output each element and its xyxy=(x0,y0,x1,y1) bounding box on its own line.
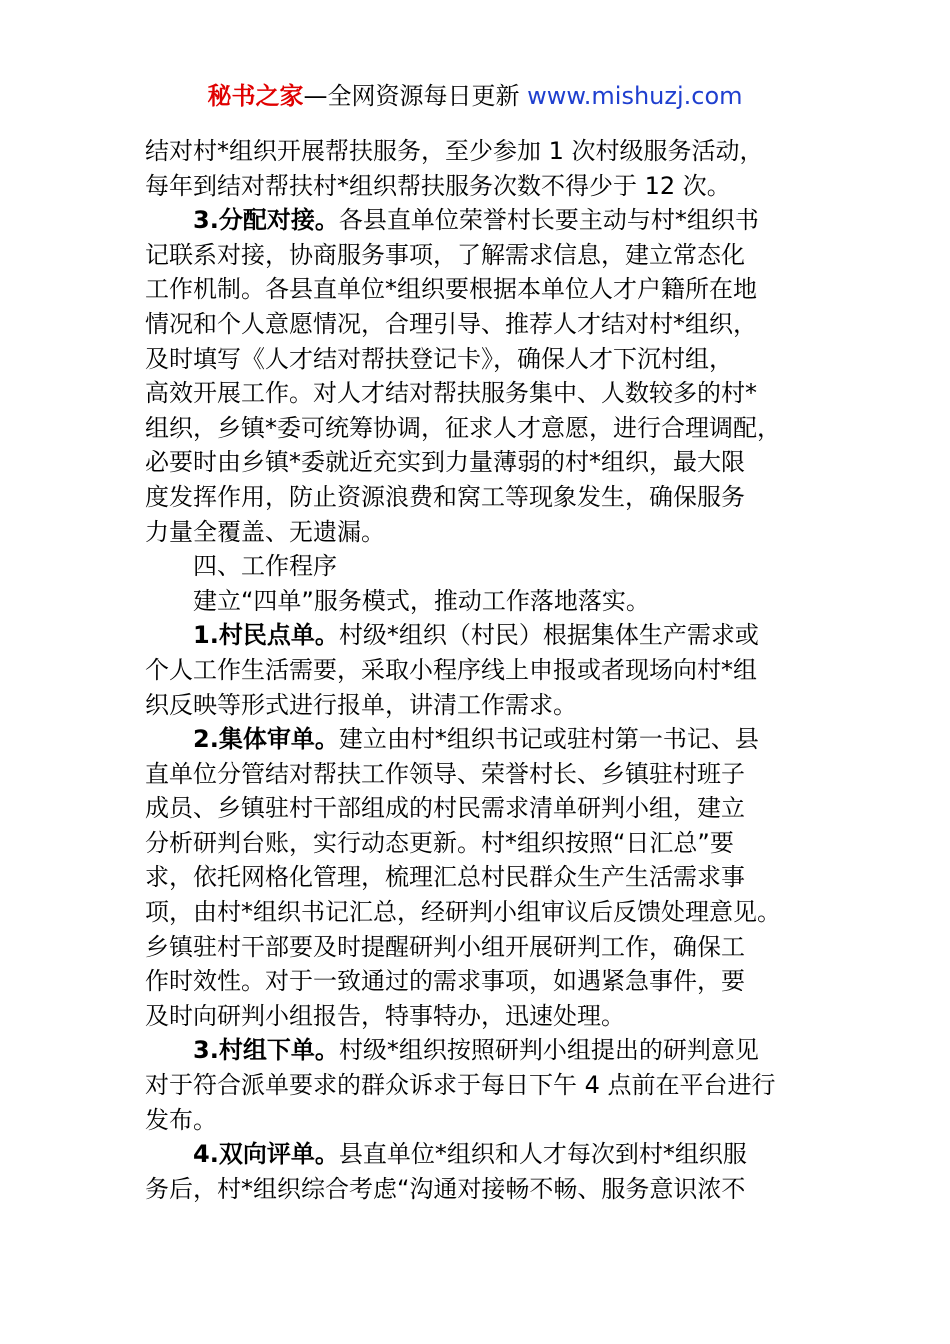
paragraph-text: 分析研判台账，实行动态更新。村*组织按照“日汇总”要 xyxy=(145,828,734,857)
header-tagline: —全网资源每日更新 xyxy=(303,82,528,110)
text-line xyxy=(145,307,825,342)
paragraph-text: 及时填写《人才结对帮扶登记卡》，确保人才下沉村组， xyxy=(145,344,733,373)
paragraph-text: 个人工作生活需要，采取小程序线上申报或者现场向村*组 xyxy=(145,655,757,684)
section-heading: 3.村组下单。 xyxy=(193,1036,339,1065)
paragraph-text: 力量全覆盖、无遗漏。 xyxy=(145,517,385,546)
paragraph-text: 高效开展工作。对人才结对帮扶服务集中、人数较多的村* xyxy=(145,379,757,408)
text-line xyxy=(145,480,825,515)
text-line xyxy=(145,860,825,895)
paragraph-text: 各县直单位荣誉村长要主动与村*组织书 xyxy=(338,206,759,235)
text-line xyxy=(145,688,825,723)
paragraph-text: 记联系对接，协商服务事项，了解需求信息，建立常态化 xyxy=(145,240,745,269)
paragraph-text: 求，依托网格化管理，梳理汇总村民群众生产生活需求事 xyxy=(145,863,745,892)
text-line xyxy=(145,272,825,307)
paragraph-text: 及时向研判小组报告，特事特办，迅速处理。 xyxy=(145,1001,625,1030)
paragraph-text: 村级*组织（村民）根据集体生产需求或 xyxy=(338,621,759,650)
paragraph-text: 度发挥作用，防止资源浪费和窝工等现象发生，确保服务 xyxy=(145,482,745,511)
text-line xyxy=(145,238,825,273)
paragraph-text: 项，由村*组织书记汇总，经研判小组审议后反馈处理意见。 xyxy=(145,898,781,927)
document-body xyxy=(145,134,825,1206)
section-heading: 2.集体审单。 xyxy=(193,725,339,754)
text-line xyxy=(145,791,825,826)
text-line xyxy=(145,722,825,757)
text-line xyxy=(145,895,825,930)
text-line xyxy=(145,964,825,999)
page-header xyxy=(0,80,950,112)
text-line xyxy=(145,1033,825,1068)
paragraph-text: 直单位分管结对帮扶工作领导、荣誉村长、乡镇驻村班子 xyxy=(145,759,745,788)
paragraph-text: 每年到结对帮扶村*组织帮扶服务次数不得少于 12 次。 xyxy=(145,171,731,200)
brand-name: 秘书之家 xyxy=(207,82,304,110)
paragraph-text: 对于符合派单要求的群众诉求于每日下午 4 点前在平台进行 xyxy=(145,1071,776,1100)
text-line xyxy=(145,584,825,619)
paragraph-text: 村级*组织按照研判小组提出的研判意见 xyxy=(338,1036,759,1065)
text-line xyxy=(145,515,825,550)
text-line xyxy=(145,134,825,169)
text-line xyxy=(145,653,825,688)
paragraph-text: 组织，乡镇*委可统筹协调，征求人才意愿，进行合理调配， xyxy=(145,413,781,442)
paragraph-text: 乡镇驻村干部要及时提醒研判小组开展研判工作，确保工 xyxy=(145,932,745,961)
text-line xyxy=(145,757,825,792)
paragraph-text: 发布。 xyxy=(145,1105,217,1134)
text-line xyxy=(145,411,825,446)
text-line xyxy=(145,445,825,480)
paragraph-text: 四、工作程序 xyxy=(193,552,337,581)
paragraph-text: 结对村*组织开展帮扶服务，至少参加 1 次村级服务活动， xyxy=(145,137,764,165)
paragraph-text: 情况和个人意愿情况，合理引导、推荐人才结对村*组织， xyxy=(145,309,757,338)
text-line xyxy=(145,999,825,1034)
paragraph-text: 县直单位*组织和人才每次到村*组织服 xyxy=(338,1140,747,1169)
paragraph-text: 织反映等形式进行报单，讲清工作需求。 xyxy=(145,690,577,719)
site-url[interactable]: www.mishuzj.com xyxy=(527,82,743,110)
paragraph-text: 作时效性。对于一致通过的需求事项，如遇紧急事件，要 xyxy=(145,967,745,996)
paragraph-text: 工作机制。各县直单位*组织要根据本单位人才户籍所在地 xyxy=(145,275,757,304)
paragraph-text: 必要时由乡镇*委就近充实到力量薄弱的村*组织，最大限 xyxy=(145,448,745,477)
text-line xyxy=(145,1103,825,1138)
section-heading: 3.分配对接。 xyxy=(193,206,339,235)
text-line xyxy=(145,930,825,965)
paragraph-text: 建立由村*组织书记或驻村第一书记、县 xyxy=(338,725,759,754)
text-line xyxy=(145,549,825,584)
paragraph-text: 务后，村*组织综合考虑“沟通对接畅不畅、服务意识浓不 xyxy=(145,1174,746,1203)
text-line xyxy=(145,1068,825,1103)
section-heading: 1.村民点单。 xyxy=(193,621,339,650)
text-line xyxy=(145,169,825,204)
paragraph-text: 成员、乡镇驻村干部组成的村民需求清单研判小组，建立 xyxy=(145,794,745,823)
text-line xyxy=(145,1137,825,1172)
paragraph-text: 建立“四单”服务模式，推动工作落地落实。 xyxy=(193,586,650,615)
text-line xyxy=(145,376,825,411)
text-line xyxy=(145,826,825,861)
text-line xyxy=(145,342,825,377)
text-line xyxy=(145,618,825,653)
section-heading: 4.双向评单。 xyxy=(193,1140,339,1169)
text-line xyxy=(145,1172,825,1207)
text-line xyxy=(145,203,825,238)
